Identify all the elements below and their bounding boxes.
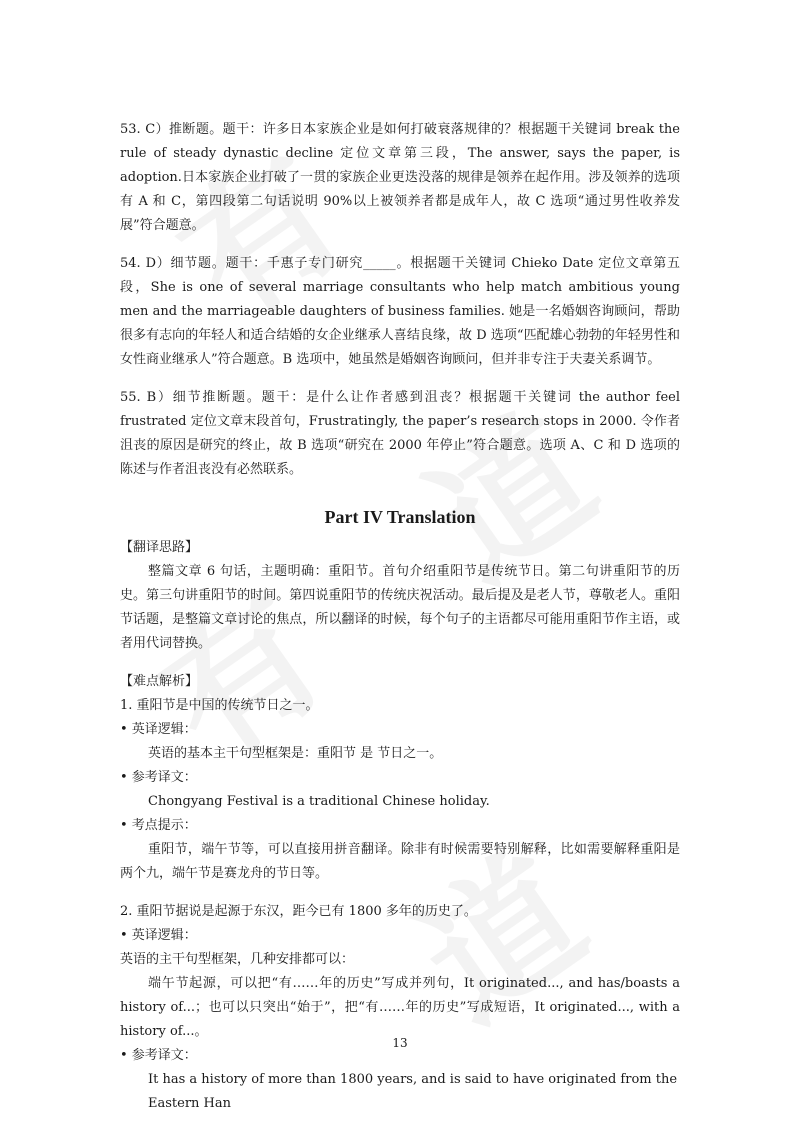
sentence-2: 2. 重阳节据说是起源于东汉，距今已有 1800 多年的历史了。: [120, 904, 477, 919]
section-title: Part IV Translation: [324, 507, 476, 527]
tip-text-1: 重阳节，端午节等，可以直接用拼音翻译。除非有时候需要特别解释，比如需要解释重阳是两个九，端午节是赛龙舟的节日等。: [120, 842, 680, 881]
page-number: 13: [392, 1036, 408, 1050]
page-content: [120, 118, 680, 1116]
logic-label-2: • 英译逻辑：: [120, 928, 197, 943]
approach-text: 整篇文章 6 句话，主题明确：重阳节。首句介绍重阳节是传统节日。第二句讲重阳节的历史。第三句讲重阳节的时间。第四说重阳节的传统庆祝活动。最后提及是老人节，尊敬老人。重阳节话题，是整篇文章讨论的焦点，所以翻译的时候，每个句子的主语都尽可能用重阳节作主语，或者用代词替换。: [120, 564, 680, 651]
answer-55: 55. B）细节推断题。题干：是什么让作者感到沮丧？根据题干关键词 the author feel frustrated 定位文章末段首句，Frustratingly, the paper’s research stops in 2000. 令作者沮丧的原因是研究的终止，故 B 选项“研究在 2000 年停止”符合题意。选项 A、C 和 D 选项的陈述与作者沮丧没有必然联系。: [120, 390, 680, 477]
reference-text-1: Chongyang Festival is a traditional Chinese holiday.: [148, 794, 490, 809]
reference-text-2: It has a history of more than 1800 years, and is said to have originated from the Eastern Han: [148, 1072, 678, 1111]
sentence-1: 1. 重阳节是中国的传统节日之一。: [120, 698, 319, 713]
logic-text-1: 英语的基本主干句型框架是：重阳节 是 节日之一。: [148, 746, 443, 761]
logic-label-1: • 英译逻辑：: [120, 722, 197, 737]
difficulty-label: 【难点解析】: [120, 674, 199, 689]
approach-label: 【翻译思路】: [120, 540, 199, 555]
answer-53: 53. C）推断题。题干：许多日本家族企业是如何打破衰落规律的？根据题干关键词 break the rule of steady dynastic decline 定位文章第三段，The answer, says the paper, is adoption.日本家族企业打破了一贯的家族企业更迭没落的规律是领养在起作用。涉及领养的选项有 A 和 C，第四段第二句话说明 90%以上被领养者都是成年人，故 C 选项“通过男性收养发展”符合题意。: [120, 122, 680, 233]
logic-intro-2: 英语的主干句型框架，几种安排都可以：: [120, 952, 355, 967]
reference-label-2: • 参考译文：: [120, 1048, 197, 1063]
reference-label-1: • 参考译文：: [120, 770, 197, 785]
tip-label-1: • 考点提示：: [120, 818, 197, 833]
answer-54: 54. D）细节题。题干：千惠子专门研究_____。根据题干关键词 Chieko Date 定位文章第五段，She is one of several marriage consultants who help match ambitious young men and the marriageable daughters of business families. 她是一名婚姻咨询顾问，帮助很多有志向的年轻人和适合结婚的女企业继承人喜结良缘，故 D 选项“匹配雄心勃勃的年轻男性和女性商业继承人”符合题意。B 选项中，她虽然是婚姻咨询顾问，但并非专注于夫妻关系调节。: [120, 256, 680, 367]
logic-text-2: 端午节起源，可以把“有……年的历史”写成并列句，It originated..., and has/boasts a history of...；也可以只突出“始于”，把“有……年的历史”写成短语，It originated..., with a history of...。: [120, 976, 680, 1039]
